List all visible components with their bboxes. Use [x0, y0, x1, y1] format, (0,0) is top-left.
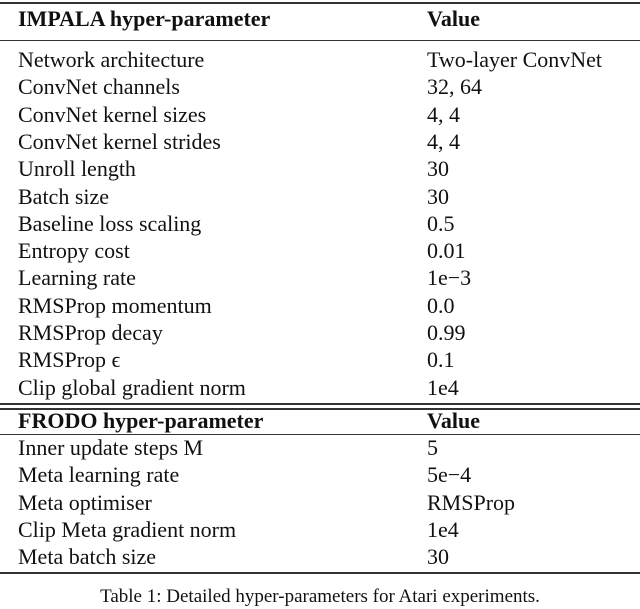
table-row [0, 210, 640, 237]
table-row [0, 264, 640, 291]
table-row [0, 183, 640, 210]
table-row [0, 319, 640, 346]
table-caption: Table 1: Detailed hyper-parameters for Atari experiments. [100, 586, 540, 607]
param-value: 0.99 [427, 320, 466, 345]
param-value: 30 [427, 156, 449, 182]
param-value: 1e4 [427, 374, 459, 400]
param-name: Unroll length [18, 156, 136, 182]
param-value: RMSProp [427, 489, 516, 515]
param-name: Entropy cost [18, 238, 130, 264]
impala-header-row [0, 5, 640, 32]
param-value: 1e4 [427, 516, 459, 542]
param-name: Inner update steps M [18, 435, 204, 460]
table-row [0, 346, 640, 373]
double-rule-top [0, 403, 640, 405]
param-value: 32, 64 [427, 74, 482, 100]
table-row [0, 101, 640, 128]
table-row [0, 46, 640, 73]
param-value: 30 [427, 544, 449, 570]
table-row [0, 292, 640, 319]
param-value: 1e−3 [427, 265, 472, 291]
table-row [0, 374, 640, 401]
param-name: RMSProp decay [18, 320, 163, 345]
param-name: Meta batch size [18, 544, 157, 570]
param-value: 0.1 [427, 347, 455, 373]
param-value: 30 [427, 183, 449, 209]
param-name: Clip Meta gradient norm [18, 516, 237, 542]
param-name: Meta optimiser [18, 489, 152, 515]
param-name: Clip global gradient norm [18, 374, 246, 400]
param-name: Learning rate [18, 265, 136, 291]
param-name: Network architecture [18, 47, 205, 72]
param-name: ConvNet kernel strides [18, 128, 221, 154]
param-value: 5 [427, 435, 438, 460]
table-row [0, 434, 640, 461]
param-value: 4, 4 [427, 128, 460, 154]
table-row [0, 155, 640, 182]
bottom-rule [0, 572, 640, 574]
param-name: Batch size [18, 183, 110, 209]
table-row [0, 128, 640, 155]
header-rule [0, 40, 640, 41]
param-name: ConvNet kernel sizes [18, 101, 207, 127]
param-value: Two-layer ConvNet [427, 47, 603, 72]
param-name: Meta learning rate [18, 462, 180, 488]
frodo-header-row [0, 407, 640, 434]
header-value: Value [427, 408, 480, 433]
param-value: 0.01 [427, 238, 466, 264]
table-row [0, 237, 640, 264]
top-rule [0, 2, 640, 4]
param-name: RMSProp momentum [18, 292, 212, 318]
table-row [0, 461, 640, 488]
table-row [0, 73, 640, 100]
param-value: 4, 4 [427, 101, 460, 127]
param-name: RMSProp ϵ [18, 347, 121, 373]
param-value: 0.5 [427, 210, 455, 236]
param-name: ConvNet channels [18, 74, 180, 100]
table-row [0, 516, 640, 543]
header-param: IMPALA hyper-parameter [18, 6, 271, 31]
param-value: 0.0 [427, 292, 455, 318]
table-row [0, 543, 640, 570]
header-value: Value [427, 6, 480, 31]
param-value: 5e−4 [427, 462, 472, 488]
table-row [0, 489, 640, 516]
header-param: FRODO hyper-parameter [18, 408, 264, 433]
param-name: Baseline loss scaling [18, 210, 202, 236]
